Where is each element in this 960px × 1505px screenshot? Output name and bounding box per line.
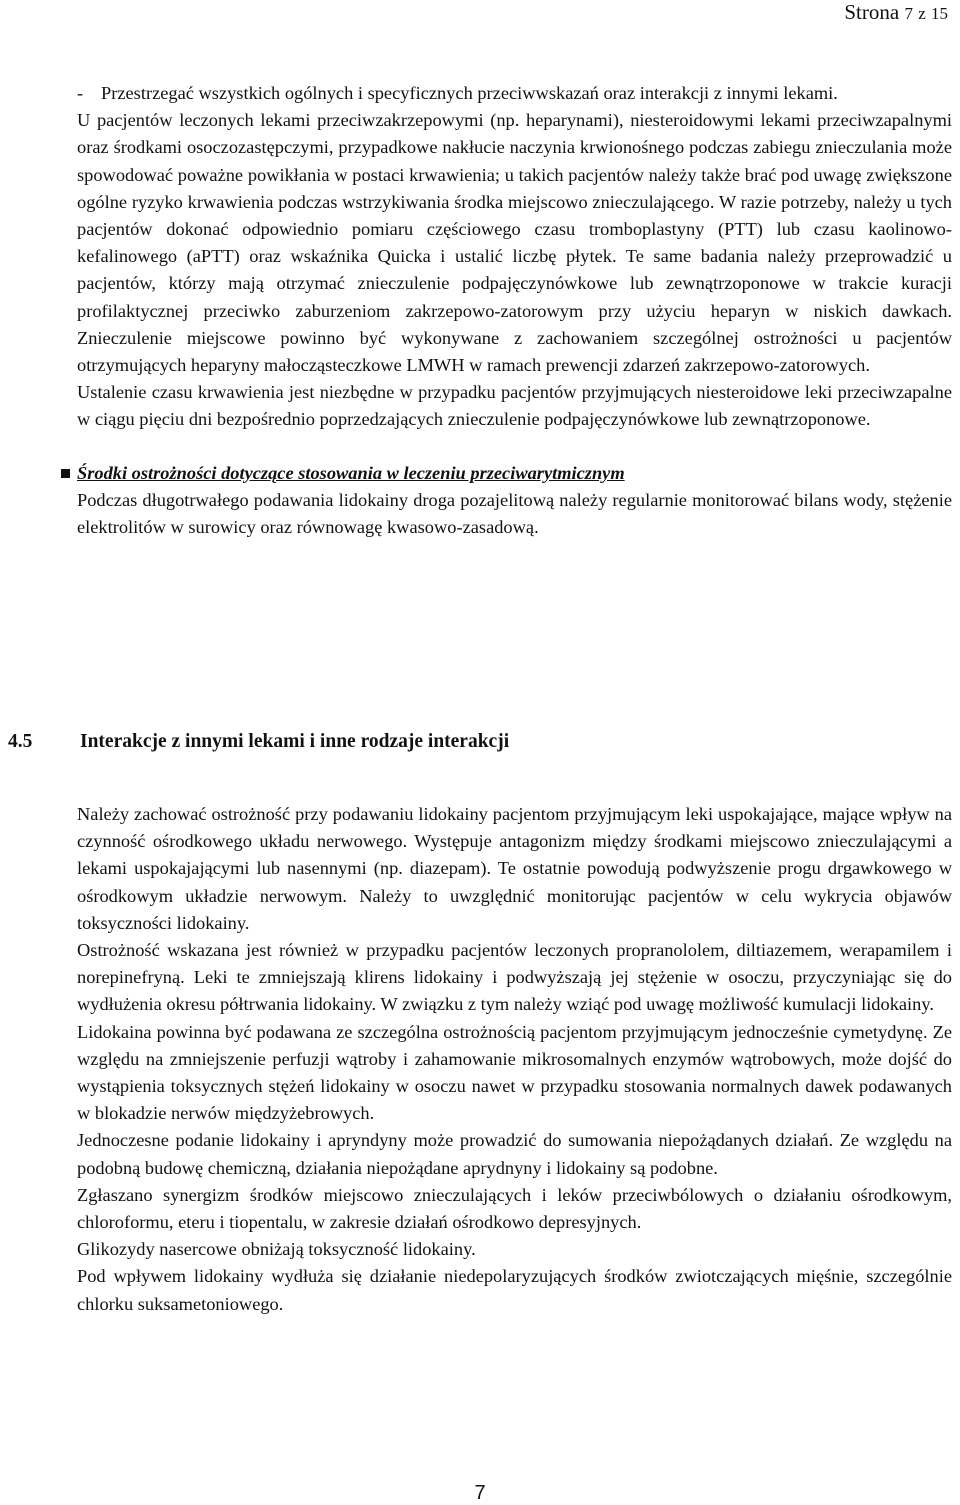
intro-content bbox=[77, 80, 952, 541]
antiarrhythmic-heading: Środki ostrożności dotyczące stosowania w leczeniu przeciwarytmicznym bbox=[77, 462, 625, 483]
section-paragraph: Glikozydy nasercowe obniżają toksyczność lidokainy. bbox=[77, 1239, 476, 1260]
section-body bbox=[77, 801, 952, 1318]
section-paragraph: Pod wpływem lidokainy wydłuża się działanie niedepolaryzujących środków zwiotczających mięśnie, szczególnie chlorku suksametoniowego. bbox=[77, 1266, 952, 1314]
header-z: z bbox=[918, 4, 926, 23]
warning-bullet-text: Przestrzegać wszystkich ogólnych i specyficznych przeciwwskazań oraz interakcji z innymi lekami. bbox=[101, 83, 838, 103]
antiarrhythmic-heading-line bbox=[77, 460, 952, 487]
section-number: 4.5 bbox=[8, 731, 33, 752]
header-total: 15 bbox=[931, 4, 948, 23]
page-header bbox=[844, 0, 948, 25]
square-bullet-icon bbox=[61, 469, 70, 478]
section-paragraph: Lidokaina powinna być podawana ze szczególna ostrożnością pacjentom przyjmującym jednocześnie cymetydynę. Ze względu na zmniejszenie perfuzji wątroby i zahamowanie mikrosomalnych enzymów wątrobowych, może dojść do wystąpienia toksycznych stężeń lidokainy w osoczu nawet w przypadku stosowania normalnych dawek podawanych w blokadzie nerwów międzyżebrowych. bbox=[77, 1021, 952, 1124]
header-page: 7 bbox=[904, 4, 913, 23]
section-paragraph: Zgłaszano synergizm środków miejscowo znieczulających i leków przeciwbólowych o działaniu ośrodkowym, chloroformu, eteru i tiopentalu, w zakresie działań ośrodkowo depresyjnych. bbox=[77, 1184, 952, 1233]
header-strona: Strona bbox=[844, 0, 900, 24]
section-title-text: Interakcje z innymi lekami i inne rodzaje interakcji bbox=[80, 731, 510, 752]
section-paragraph: Jednoczesne podanie lidokainy i apryndyny może prowadzić do sumowania niepożądanych działań. Ze względu na podobną budowę chemiczną, działania niepożądane aprydnyny i lidokainy są podobne. bbox=[77, 1130, 952, 1178]
section-heading bbox=[8, 731, 509, 753]
anticoagulant-paragraph: U pacjentów leczonych lekami przeciwzakrzepowymi (np. heparynami), niesteroidowymi lekami przeciwzapalnymi oraz środkami osoczozastępczymi, przypadkowe nakłucie naczynia krwionośnego podczas zabiegu znieczulania może spowodować poważne powikłania w postaci krwawienia; u takich pacjentów należy także brać pod uwagę zwiększone ogólne ryzyko krwawienia podczas wstrzykiwania środka miejscowo znieczulającego. W razie potrzeby, należy u tych pacjentów dokonać odpowiednio pomiaru częściowego czasu tromboplastyny (PTT) lub czasu kaolinowo-kefalinowego (aPTT) oraz wskaźnika Quicka i ustalić liczbę płytek. Te same badania należy przeprowadzić u pacjentów, którzy mają otrzymać znieczulenie podpajęczynówkowe lub zewnątrzoponowe w trakcie kuracji profilaktycznej przeciwko zaburzeniom zakrzepowo-zatorowym przy użyciu heparyn w niskich dawkach. Znieczulenie miejscowe powinno być wykonywane z zachowaniem szczególnej ostrożności u pacjentów otrzymujących heparyny małocząsteczkowe LMWH w ramach prewencji zdarzeń zakrzepowo-zatorowych. bbox=[77, 110, 952, 376]
dash-marker: - bbox=[77, 83, 84, 103]
antiarrhythmic-text: Podczas długotrwałego podawania lidokainy droga pozajelitową należy regularnie monitorować bilans wody, stężenie elektrolitów w surowicy oraz równowagę kwasowo-zasadową. bbox=[77, 489, 952, 538]
bleeding-time-paragraph: Ustalenie czasu krwawienia jest niezbędne w przypadku pacjentów przyjmujących niesteroidowe leki przeciwzapalne w ciągu pięciu dni bezpośrednio poprzedzających znieczulenie podpajęczynówkowe lub zewnątrzoponowe. bbox=[77, 382, 952, 430]
warning-bullet bbox=[77, 80, 952, 107]
page-number-footer: 7 bbox=[474, 1482, 486, 1504]
section-paragraph: Ostrożność wskazana jest również w przypadku pacjentów leczonych propranololem, diltiazemem, werapamilem i norepinefryną. Leki te zmniejszają klirens lidokainy i podwyższają jej stężenie w osoczu, przyczyniając się do wydłużenia okresu półtrwania lidokainy. W związku z tym należy wziąć pod uwagę możliwość kumulacji lidokainy. bbox=[77, 940, 952, 1015]
section-paragraph: Należy zachować ostrożność przy podawaniu lidokainy pacjentom przyjmującym leki uspokajające, mające wpływ na czynność ośrodkowego układu nerwowego. Występuje antagonizm między środkami miejscowo znieczulającymi a lekami uspokajającymi lub nasennymi (np. diazepam). Te ostatnie powodują podwyższenie progu drgawkowego w ośrodkowym układzie nerwowym. Należy to uwzględnić monitorując pacjentów w celu wykrycia objawów toksyczności lidokainy. bbox=[77, 804, 952, 933]
